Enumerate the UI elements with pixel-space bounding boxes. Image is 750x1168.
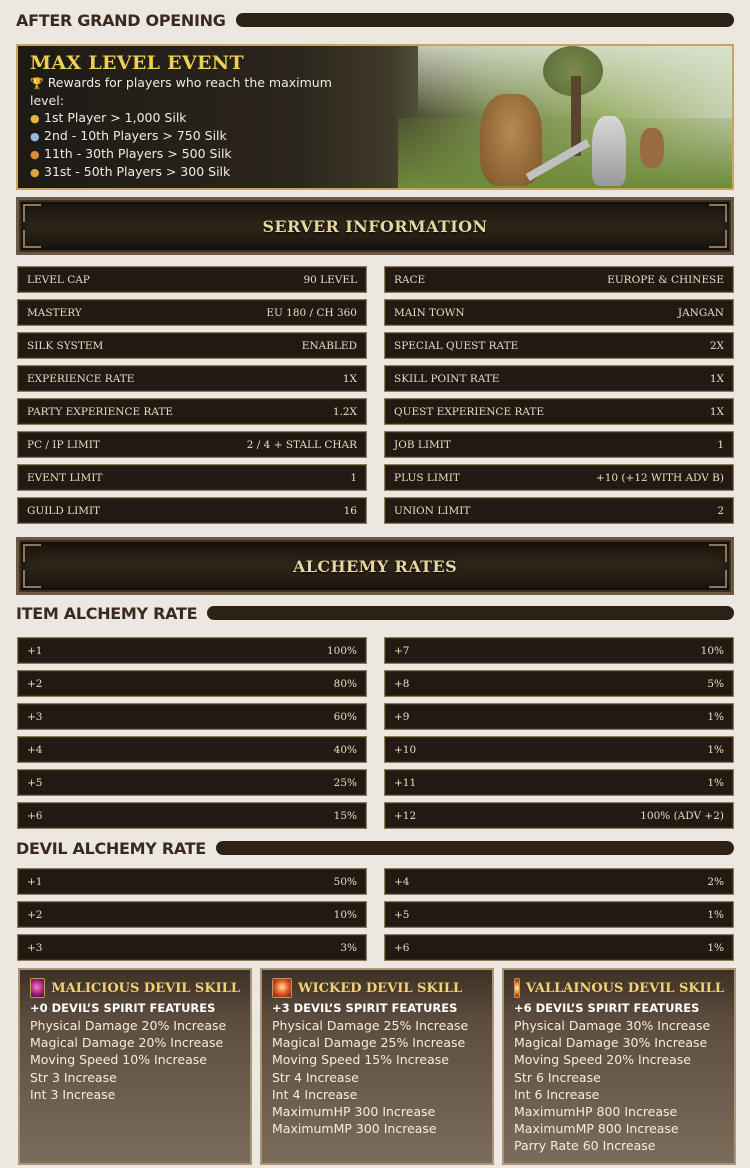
item-alchemy-label: +5 (27, 776, 43, 789)
server-info-label: MAIN TOWN (394, 306, 465, 319)
devil-alchemy-label: +2 (27, 908, 43, 921)
server-info-row (17, 464, 367, 491)
server-info-label: RACE (394, 273, 426, 286)
item-alchemy-row (17, 802, 367, 829)
devil-alchemy-label: +5 (394, 908, 410, 921)
devil-alchemy-label: +4 (394, 875, 410, 888)
devil-alchemy-label: +1 (27, 875, 43, 888)
item-alchemy-row (384, 802, 734, 829)
medal-icon: ● (30, 166, 40, 179)
server-info-label: PARTY EXPERIENCE RATE (27, 405, 174, 418)
item-alchemy-label: +11 (394, 776, 417, 789)
server-info-label: MASTERY (27, 306, 82, 319)
max-level-event-banner (16, 44, 734, 190)
devil-alchemy-row (17, 868, 367, 895)
item-alchemy-value: 100% (326, 644, 357, 657)
ornament-corner (709, 570, 727, 588)
server-info-row (17, 365, 367, 392)
wicked-devil-icon (272, 978, 292, 998)
skill-feature: MaximumMP 800 Increase (514, 1121, 679, 1137)
server-info-value: 90 LEVEL (303, 273, 357, 286)
server-info-label: SPECIAL QUEST RATE (394, 339, 519, 352)
item-alchemy-value: 40% (333, 743, 357, 756)
server-info-label: GUILD LIMIT (27, 504, 101, 517)
skill-feature: Magical Damage 25% Increase (272, 1035, 466, 1051)
devil-alchemy-row (17, 934, 367, 961)
reward-text: 2nd - 10th Players > 750 Silk (44, 128, 227, 143)
section-header-item-alchemy (16, 603, 734, 623)
devil-alchemy-value: 10% (333, 908, 357, 921)
item-alchemy-row (17, 769, 367, 796)
skill-feature: Physical Damage 25% Increase (272, 1018, 469, 1033)
skill-card-wicked (260, 968, 494, 1165)
server-info-row (17, 332, 367, 359)
skill-name: VALLAINOUS DEVIL SKILL (525, 980, 724, 996)
reward-text: 11th - 30th Players > 500 Silk (44, 146, 232, 161)
devil-alchemy-row (384, 868, 734, 895)
skill-header (272, 978, 482, 998)
server-info-value: ENABLED (301, 339, 357, 352)
devil-alchemy-value: 1% (707, 941, 724, 954)
skill-feature: Int 3 Increase (30, 1086, 116, 1102)
item-alchemy-row (384, 769, 734, 796)
item-alchemy-label: +4 (27, 743, 43, 756)
skill-feature: Physical Damage 30% Increase (514, 1018, 711, 1033)
server-info-row (384, 398, 734, 425)
devil-alchemy-row (384, 901, 734, 928)
skill-feature: MaximumHP 800 Increase (514, 1104, 678, 1120)
server-info-value: EUROPE & CHINESE (607, 273, 724, 286)
server-info-value: 2X (709, 339, 724, 352)
server-info-row (17, 299, 367, 326)
distant-figure (640, 128, 664, 168)
server-info-value: +10 (+12 WITH ADV B) (595, 471, 724, 484)
server-info-label: SILK SYSTEM (27, 339, 104, 352)
skill-feature: Moving Speed 15% Increase (272, 1052, 449, 1068)
section-title: AFTER GRAND OPENING (16, 10, 226, 30)
reward-row (30, 145, 350, 163)
ornament-corner (709, 204, 727, 222)
devil-alchemy-row (17, 901, 367, 928)
ornament-corner (709, 544, 727, 562)
server-info-value: 1X (709, 372, 724, 385)
reward-row (30, 109, 350, 127)
item-alchemy-value: 80% (333, 677, 357, 690)
ornament-corner (709, 230, 727, 248)
skill-feature: Str 3 Increase (30, 1069, 117, 1085)
section-header-grand-opening (16, 10, 734, 30)
item-alchemy-row (17, 670, 367, 697)
skill-subtitle: +6 DEVIL’S SPIRIT FEATURES (514, 1001, 700, 1015)
skill-feature: Int 4 Increase (272, 1086, 358, 1102)
item-alchemy-row (384, 736, 734, 763)
skill-header (30, 978, 240, 998)
event-description (30, 74, 350, 109)
skill-subtitle: +0 DEVIL’S SPIRIT FEATURES (30, 1001, 216, 1015)
server-info-label: PC / IP LIMIT (27, 438, 100, 451)
item-alchemy-value: 60% (333, 710, 357, 723)
devil-alchemy-label: +3 (27, 941, 43, 954)
skill-feature: MaximumMP 300 Increase (272, 1121, 437, 1137)
skill-card-vallainous (502, 968, 736, 1165)
server-info-value: 16 (343, 504, 357, 517)
header-divider (216, 841, 734, 855)
section-title: ITEM ALCHEMY RATE (16, 603, 198, 623)
server-info-label: EVENT LIMIT (27, 471, 103, 484)
server-info-value: 1X (709, 405, 724, 418)
item-alchemy-row (384, 670, 734, 697)
item-alchemy-label: +9 (394, 710, 410, 723)
server-info-row (17, 431, 367, 458)
skill-feature: Int 6 Increase (514, 1086, 600, 1102)
server-info-label: SKILL POINT RATE (394, 372, 500, 385)
server-info-label: EXPERIENCE RATE (27, 372, 135, 385)
devil-alchemy-row (384, 934, 734, 961)
skill-subtitle: +3 DEVIL’S SPIRIT FEATURES (272, 1001, 458, 1015)
server-info-value: 2 (717, 504, 724, 517)
server-info-row (384, 431, 734, 458)
malicious-devil-icon (30, 978, 45, 998)
ornament-corner (23, 544, 41, 562)
item-alchemy-row (17, 637, 367, 664)
item-alchemy-row (384, 637, 734, 664)
skill-feature: Parry Rate 60 Increase (514, 1138, 656, 1154)
server-info-row (384, 464, 734, 491)
item-alchemy-value: 25% (333, 776, 357, 789)
skill-feature: Magical Damage 30% Increase (514, 1035, 708, 1051)
server-info-label: LEVEL CAP (27, 273, 90, 286)
devil-alchemy-value: 2% (707, 875, 724, 888)
server-info-row (384, 365, 734, 392)
skill-feature: Str 4 Increase (272, 1069, 359, 1085)
server-info-value: 1 (350, 471, 357, 484)
item-alchemy-value: 15% (333, 809, 357, 822)
server-info-label: PLUS LIMIT (394, 471, 460, 484)
server-info-label: JOB LIMIT (394, 438, 451, 451)
section-header-devil-alchemy (16, 838, 734, 858)
item-alchemy-label: +8 (394, 677, 410, 690)
skill-card-malicious (18, 968, 252, 1165)
event-title: MAX LEVEL EVENT (30, 52, 244, 74)
devil-alchemy-value: 50% (333, 875, 357, 888)
bronze-medal-icon: ● (30, 148, 40, 161)
server-info-row (17, 398, 367, 425)
reward-text: 1st Player > 1,000 Silk (44, 110, 187, 125)
item-alchemy-row (17, 736, 367, 763)
server-info-label: QUEST EXPERIENCE RATE (394, 405, 545, 418)
devil-alchemy-label: +6 (394, 941, 410, 954)
skill-feature: Moving Speed 10% Increase (30, 1052, 207, 1068)
event-content (30, 52, 350, 181)
skill-feature: MaximumHP 300 Increase (272, 1104, 436, 1120)
skill-name: MALICIOUS DEVIL SKILL (51, 980, 240, 996)
server-info-row (384, 497, 734, 524)
banner-title: SERVER INFORMATION (262, 216, 488, 236)
header-divider (207, 606, 734, 620)
skill-name: WICKED DEVIL SKILL (298, 980, 463, 996)
server-info-label: UNION LIMIT (394, 504, 471, 517)
gold-medal-icon: ● (30, 112, 40, 125)
server-info-value: 2 / 4 + STALL CHAR (246, 438, 357, 451)
item-alchemy-value: 1% (707, 710, 724, 723)
devil-alchemy-value: 1% (707, 908, 724, 921)
item-alchemy-label: +12 (394, 809, 417, 822)
server-info-value: 1.2X (332, 405, 357, 418)
item-alchemy-value: 100% (ADV +2) (640, 809, 724, 822)
item-alchemy-value: 5% (707, 677, 724, 690)
header-divider (236, 13, 734, 27)
silver-medal-icon: ● (30, 130, 40, 143)
server-info-value: 1 (717, 438, 724, 451)
skill-header (514, 978, 724, 998)
server-info-row (384, 266, 734, 293)
ornament-corner (23, 204, 41, 222)
armored-figure (592, 116, 626, 186)
item-alchemy-label: +2 (27, 677, 43, 690)
reward-text: 31st - 50th Players > 300 Silk (44, 164, 231, 179)
alchemy-rates-banner (16, 537, 734, 595)
server-info-value: EU 180 / CH 360 (266, 306, 357, 319)
event-description-text: Rewards for players who reach the maximum level: (30, 75, 332, 108)
server-info-value: 1X (342, 372, 357, 385)
server-information-banner (16, 197, 734, 255)
item-alchemy-label: +7 (394, 644, 410, 657)
item-alchemy-label: +3 (27, 710, 43, 723)
devil-alchemy-value: 3% (340, 941, 357, 954)
item-alchemy-value: 1% (707, 776, 724, 789)
section-title: DEVIL ALCHEMY RATE (16, 838, 206, 858)
ornament-corner (23, 570, 41, 588)
ornament-corner (23, 230, 41, 248)
reward-row (30, 127, 350, 145)
server-info-row (384, 299, 734, 326)
item-alchemy-value: 10% (700, 644, 724, 657)
banner-title: ALCHEMY RATES (292, 556, 458, 576)
skill-feature: Magical Damage 20% Increase (30, 1035, 224, 1051)
item-alchemy-label: +1 (27, 644, 43, 657)
server-info-row (17, 266, 367, 293)
item-alchemy-label: +6 (27, 809, 43, 822)
vallainous-devil-icon (514, 978, 520, 998)
server-info-value: JANGAN (677, 306, 724, 319)
item-alchemy-row (17, 703, 367, 730)
server-info-row (384, 332, 734, 359)
item-alchemy-value: 1% (707, 743, 724, 756)
skill-feature: Moving Speed 20% Increase (514, 1052, 691, 1068)
item-alchemy-row (384, 703, 734, 730)
item-alchemy-label: +10 (394, 743, 417, 756)
reward-row (30, 163, 350, 181)
skill-feature: Str 6 Increase (514, 1069, 601, 1085)
trophy-icon: 🏆 (30, 77, 44, 90)
server-info-row (17, 497, 367, 524)
skill-feature: Physical Damage 20% Increase (30, 1018, 227, 1033)
